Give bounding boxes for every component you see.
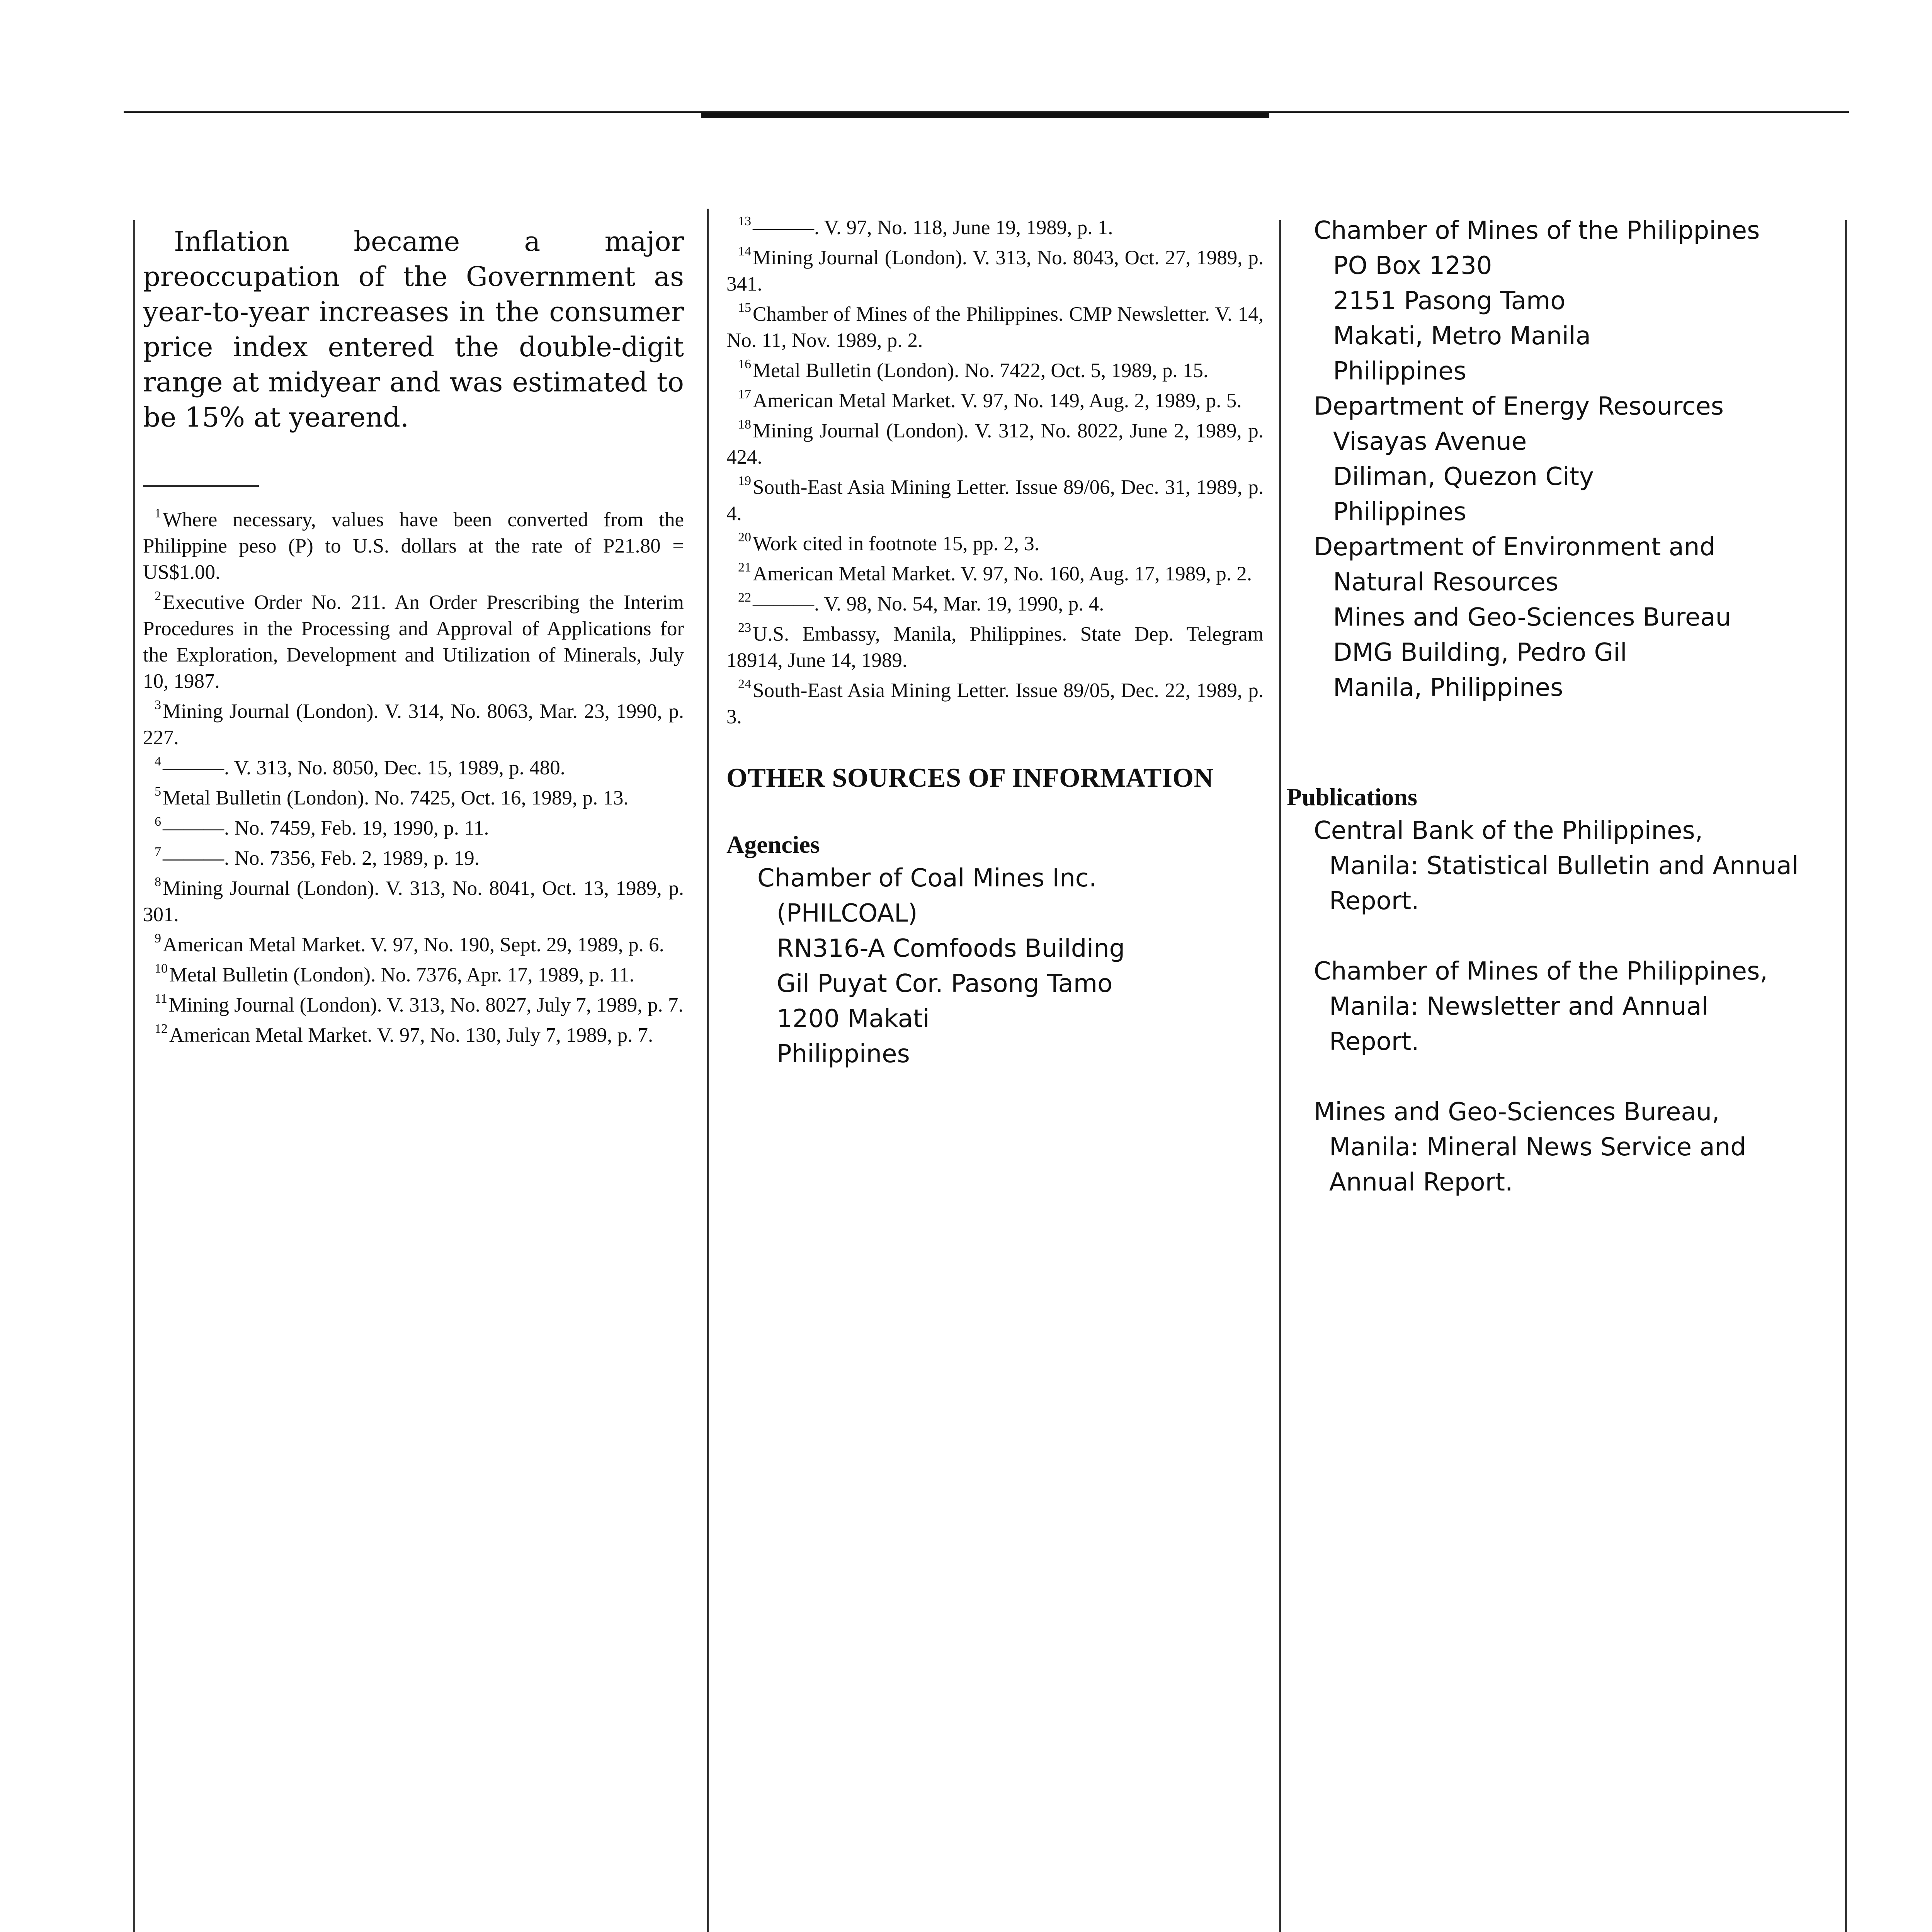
footnote: $^7$———. No. 7356, Feb. 2, 1989, p. 19. [155,845,480,869]
column-divider-2 [1279,220,1281,1932]
header-rule-thick [701,112,1269,118]
publications-heading: Publications [1287,783,1417,811]
footnote: $^{21}$American Metal Market. V. 97, No. 160, Aug. 17, 1989, p. 2. [738,560,1252,585]
footnote: $^8$Mining Journal (London). V. 313, No. 8041, Oct. 13, 1989, p. 301. [143,875,684,926]
footnote: $^9$American Metal Market. V. 97, No. 190, Sept. 29, 1989, p. 6. [155,931,664,956]
footnote: $^{11}$Mining Journal (London). V. 313, No. 8027, July 7, 1989, p. 7. [155,992,684,1016]
body-paragraph: Inflation became a major preoccupation of the Government as year-to-year increases in the consumer price index entered the double-digit range at midyear and was estimated to be 15% at yearend. [143,226,684,433]
footnote: $^{14}$Mining Journal (London). V. 313, No. 8043, Oct. 27, 1989, p. 341. [726,244,1264,295]
footnote: $^5$Metal Bulletin (London). No. 7425, Oct. 16, 1989, p. 13. [155,784,629,809]
publication-line: Central Bank of the Philippines, [1314,816,1703,845]
agency-address-line: RN316-A Comfoods Building [777,934,1125,963]
footnote: $^6$———. No. 7459, Feb. 19, 1990, p. 11. [155,815,489,839]
column-divider-right [1845,220,1847,1932]
footnote: $^{19}$South-East Asia Mining Letter. Issue 89/06, Dec. 31, 1989, p. 4. [726,474,1264,525]
footnote: $^{23}$U.S. Embassy, Manila, Philippines. State Dep. Telegram 18914, June 14, 1989. [726,621,1264,672]
footnote: $^{24}$South-East Asia Mining Letter. Issue 89/05, Dec. 22, 1989, p. 3. [726,677,1264,728]
agency-address-line: Manila, Philippines [1333,673,1563,702]
publication-line: Annual Report. [1329,1168,1513,1197]
agency-address-line: Makati, Metro Manila [1333,322,1591,350]
footnote: $^{10}$Metal Bulletin (London). No. 7376, Apr. 17, 1989, p. 11. [155,961,634,986]
agency-address-line: Philippines [777,1040,910,1068]
agency-address-line: Diliman, Quezon City [1333,463,1594,491]
footnote: $^{12}$American Metal Market. V. 97, No. 130, July 7, 1989, p. 7. [155,1022,653,1046]
agency-name: Chamber of Coal Mines Inc. [757,864,1097,893]
publication-line: Report. [1329,1027,1419,1056]
publication-entry [1298,813,1843,919]
publication-entry [1298,1095,1843,1200]
agency-address-line: (PHILCOAL) [777,899,918,928]
agency-name: Department of Environment and [1314,533,1716,561]
column-3 [1287,213,1843,1235]
agency-entry [1298,389,1843,530]
footnote: $^{18}$Mining Journal (London). V. 312, No. 8022, June 2, 1989, p. 424. [726,417,1264,468]
agency-address-line: Visayas Avenue [1333,427,1527,456]
agency-entry [1298,530,1843,706]
publication-entry [1298,954,1843,1060]
column-2 [726,214,1264,1072]
footnote-rule [143,485,259,487]
footnotes-list [143,507,684,1048]
footnote: $^4$———. V. 313, No. 8050, Dec. 15, 1989, p. 480. [155,754,565,779]
agency-name: Chamber of Mines of the Philippines [1314,216,1760,245]
publication-line: Manila: Mineral News Service and [1329,1133,1746,1162]
agency-address-line: Gil Puyat Cor. Pasong Tamo [777,969,1113,998]
footnotes-list [726,214,1264,730]
agency-address-line: DMG Building, Pedro Gil [1333,638,1627,667]
footnote: $^{17}$American Metal Market. V. 97, No. 149, Aug. 2, 1989, p. 5. [738,387,1242,412]
agency-entry [1298,213,1843,389]
footnote: $^{22}$———. V. 98, No. 54, Mar. 19, 1990, p. 4. [738,590,1104,615]
agency-name: Department of Energy Resources [1314,392,1724,421]
publication-line: Manila: Statistical Bulletin and Annual [1329,852,1799,880]
agency-address-line: Philippines [1333,357,1466,386]
agency-entry [726,861,1264,1072]
column-divider-left [133,220,135,1932]
footnote: $^{15}$Chamber of Mines of the Philippines. CMP Newsletter. V. 14, No. 11, Nov. 1989, p. 2. [726,301,1264,352]
column-divider-1 [707,209,709,1932]
footnote: $^{16}$Metal Bulletin (London). No. 7422, Oct. 5, 1989, p. 15. [738,357,1209,382]
agencies-heading: Agencies [726,831,820,858]
column-1 [143,224,684,1052]
publication-line: Chamber of Mines of the Philippines, [1314,957,1768,986]
footnote: $^1$Where necessary, values have been converted from the Philippine peso (P) to U.S. dollars at the rate of P21.80 = US$1.00. [143,506,684,583]
agency-address-line: Mines and Geo-Sciences Bureau [1333,603,1731,632]
publication-line: Report. [1329,887,1419,915]
footnote: $^{13}$———. V. 97, No. 118, June 19, 1989, p. 1. [738,214,1113,239]
agency-address-line: Philippines [1333,498,1466,526]
agency-address-line: PO Box 1230 [1333,252,1492,280]
publication-line: Manila: Newsletter and Annual [1329,992,1709,1021]
other-sources-heading: OTHER SOURCES OF INFORMATION [726,763,1214,793]
agency-address-line: 2151 Pasong Tamo [1333,287,1566,315]
footnote: $^3$Mining Journal (London). V. 314, No. 8063, Mar. 23, 1990, p. 227. [143,698,684,749]
agency-address-line: 1200 Makati [777,1005,930,1033]
publication-line: Mines and Geo-Sciences Bureau, [1314,1098,1720,1126]
footnote: $^2$Executive Order No. 211. An Order Prescribing the Interim Procedures in the Processing and Approval of Applications for the Exploration, Development and Utilization of Minerals, July 10, 1987. [143,589,684,692]
footnote: $^{20}$Work cited in footnote 15, pp. 2, 3. [738,530,1040,555]
agency-address-line: Natural Resources [1333,568,1559,597]
